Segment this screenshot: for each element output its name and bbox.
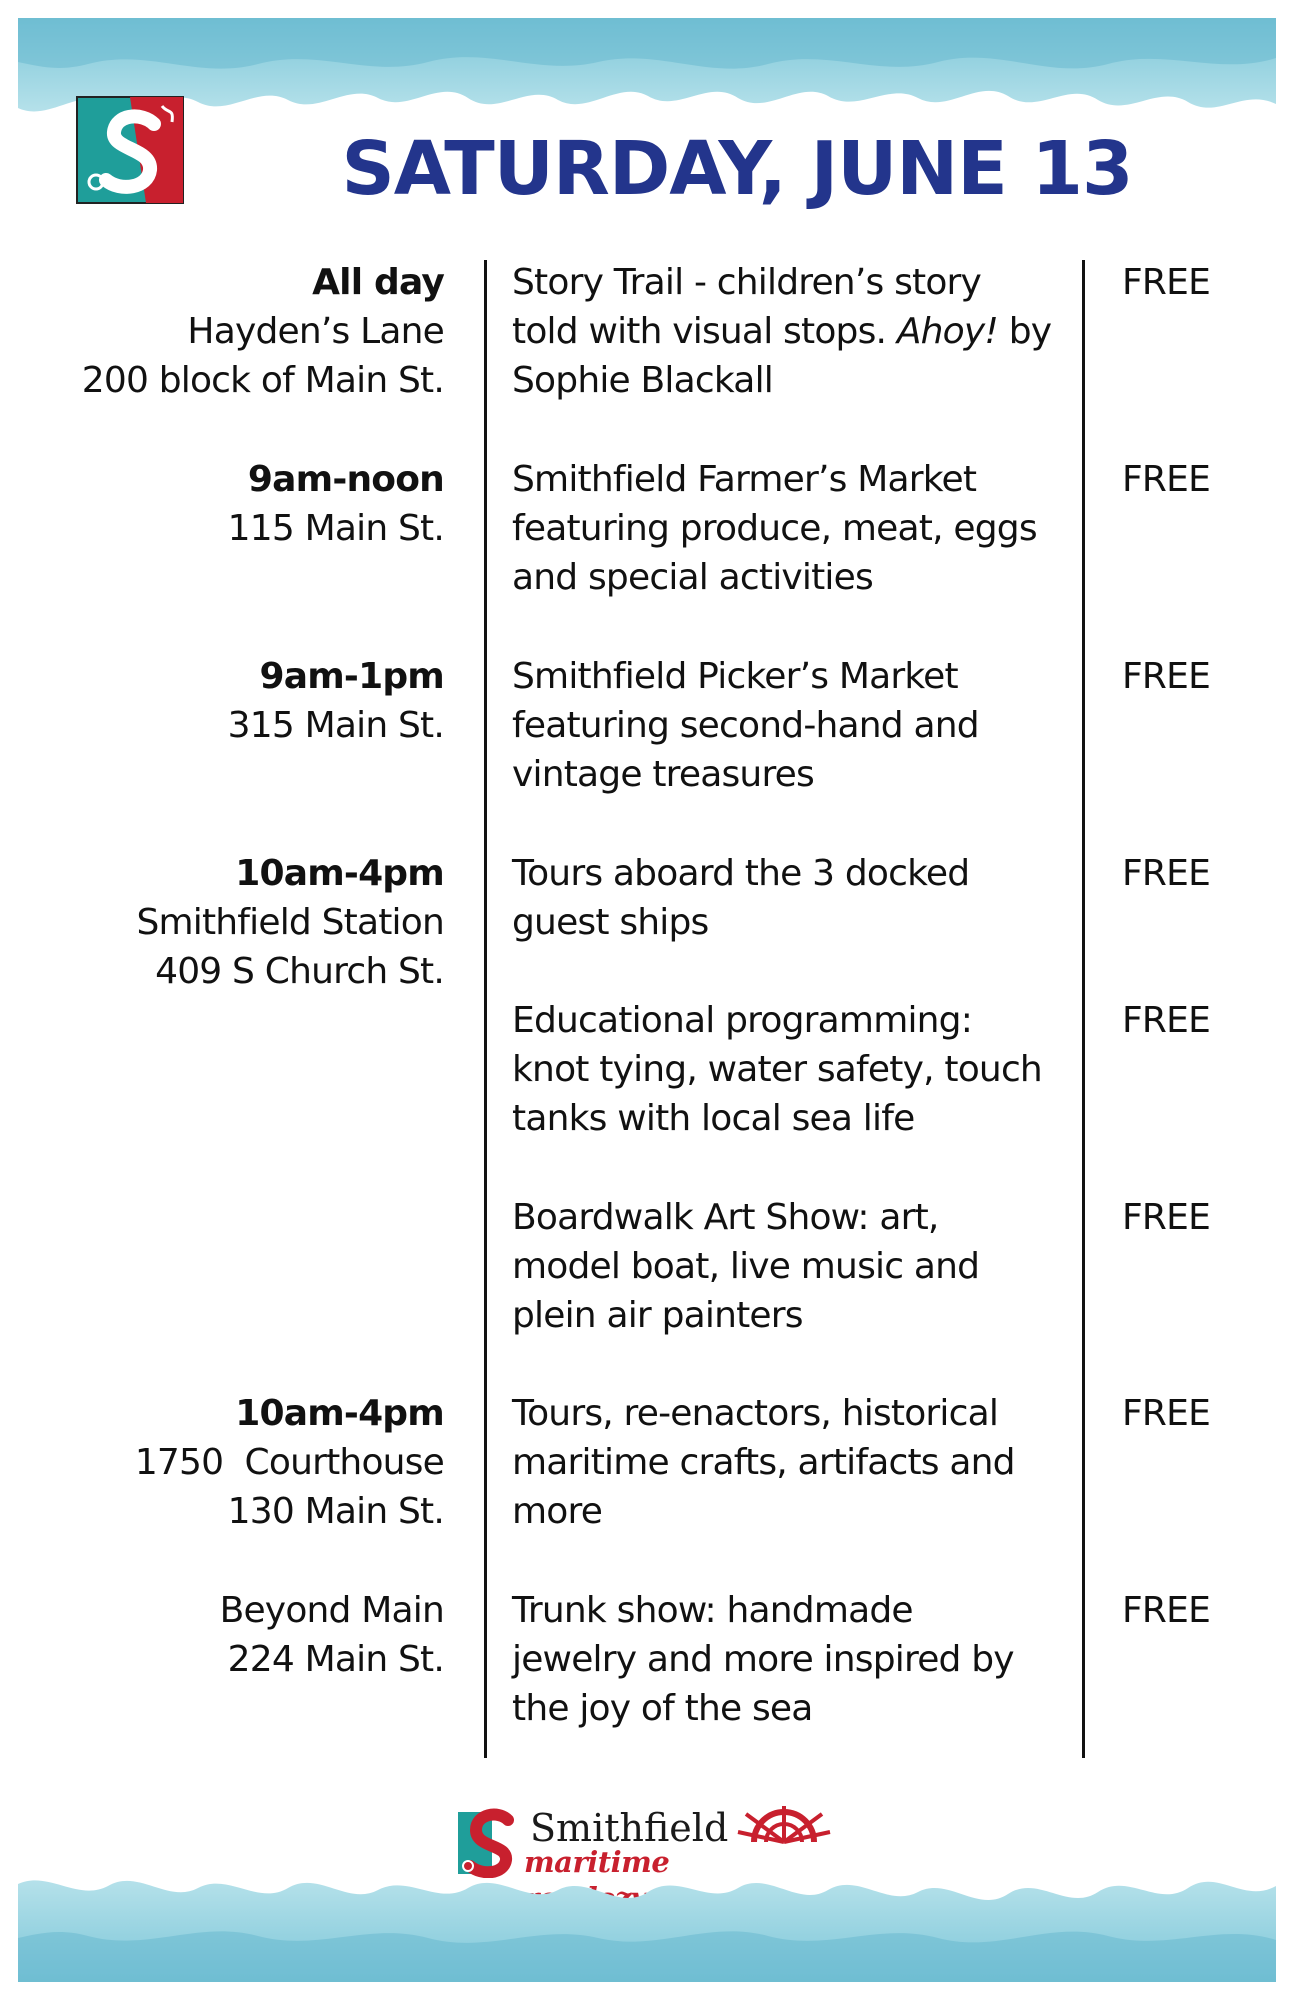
page-title: SATURDAY, JUNE 13 <box>341 126 1133 212</box>
event-location-line: Hayden’s Lane <box>187 311 444 352</box>
event-price: FREE <box>1122 1393 1211 1434</box>
event-description-line: featuring produce, meat, eggs <box>512 508 1037 549</box>
event-where <box>24 455 444 553</box>
event-description-line: more <box>512 1491 603 1532</box>
event-description <box>512 1193 1057 1340</box>
event-location-line: 1750 Courthouse <box>134 1442 444 1483</box>
event-description-line: Smithfield Farmer’s Market <box>512 459 977 500</box>
event-description-line <box>512 307 1057 356</box>
top-wave-decoration <box>18 18 1276 136</box>
event-description-line: tanks with local sea life <box>512 1098 915 1139</box>
event-price: FREE <box>1122 1000 1211 1041</box>
event-description <box>512 996 1057 1143</box>
event-row <box>0 1193 1294 1389</box>
event-description-line: guest ships <box>512 902 709 943</box>
event-where <box>24 1389 444 1536</box>
event-where <box>24 258 444 405</box>
bottom-wave-decoration <box>18 1858 1276 1982</box>
event-description <box>512 1389 1057 1536</box>
event-price: FREE <box>1122 459 1211 500</box>
event-price: FREE <box>1122 1590 1211 1631</box>
smithfield-s-logo-icon <box>76 96 184 204</box>
event-row <box>0 1389 1294 1586</box>
event-location-line: 224 Main St. <box>227 1639 444 1680</box>
event-row <box>0 996 1294 1193</box>
event-time: All day <box>312 262 444 303</box>
event-description-text: by <box>998 311 1052 352</box>
event-location-line: 200 block of Main St. <box>81 360 444 401</box>
event-description-line: Smithfield Picker’s Market <box>512 656 958 697</box>
event-description <box>512 849 1057 947</box>
event-description-line: Trunk show: handmade <box>512 1590 913 1631</box>
event-description-line: Tours, re-enactors, historical <box>512 1393 999 1434</box>
event-description-line: Boardwalk Art Show: art, <box>512 1197 939 1238</box>
event-where <box>24 849 444 996</box>
event-row <box>0 258 1294 455</box>
footer-brand-tagline: maritime <box>524 1845 670 1879</box>
event-where <box>24 652 444 750</box>
event-description-text: told with visual stops. <box>512 311 897 352</box>
event-time: 9am-noon <box>247 459 444 500</box>
event-description-line: plein air painters <box>512 1295 803 1336</box>
event-description-line: the joy of the sea <box>512 1688 813 1729</box>
event-price: FREE <box>1122 1197 1211 1238</box>
event-row <box>0 455 1294 652</box>
event-description <box>512 455 1057 602</box>
event-time: 9am-1pm <box>259 656 444 697</box>
event-location-line: 409 S Church St. <box>155 951 444 992</box>
event-location-line: 130 Main St. <box>227 1491 444 1532</box>
event-where <box>24 1586 444 1684</box>
event-location-line: Beyond Main <box>219 1590 444 1631</box>
book-title: Ahoy! <box>896 311 999 352</box>
schedule-list <box>0 258 1294 1783</box>
event-description-line: Educational programming: <box>512 1000 973 1041</box>
event-description-line: knot tying, water safety, touch <box>512 1049 1042 1090</box>
event-time: 10am-4pm <box>235 1393 444 1434</box>
event-description <box>512 258 1057 405</box>
event-description <box>512 652 1057 799</box>
event-description-line: and special activities <box>512 557 873 598</box>
event-description-line: Tours aboard the 3 docked <box>512 853 970 894</box>
event-time: 10am-4pm <box>235 853 444 894</box>
event-description-line: Story Trail - children’s story <box>512 262 982 303</box>
event-price: FREE <box>1122 853 1211 894</box>
event-row <box>0 652 1294 849</box>
event-description-line: vintage treasures <box>512 754 814 795</box>
ships-wheel-icon <box>734 1806 834 1846</box>
event-row <box>0 849 1294 996</box>
event-description-line: model boat, live music and <box>512 1246 980 1287</box>
footer-brand-name: Smithfield <box>530 1806 729 1850</box>
event-row <box>0 1586 1294 1783</box>
event-description-line: maritime crafts, artifacts and <box>512 1442 1015 1483</box>
event-description <box>512 1586 1057 1733</box>
event-location-line: Smithfield Station <box>136 902 444 943</box>
event-description-line: Sophie Blackall <box>512 360 773 401</box>
event-description-line: jewelry and more inspired by <box>512 1639 1014 1680</box>
event-location-line: 315 Main St. <box>227 705 444 746</box>
event-description-line: featuring second-hand and <box>512 705 979 746</box>
event-location-line: 115 Main St. <box>227 508 444 549</box>
event-price: FREE <box>1122 656 1211 697</box>
event-price: FREE <box>1122 262 1211 303</box>
